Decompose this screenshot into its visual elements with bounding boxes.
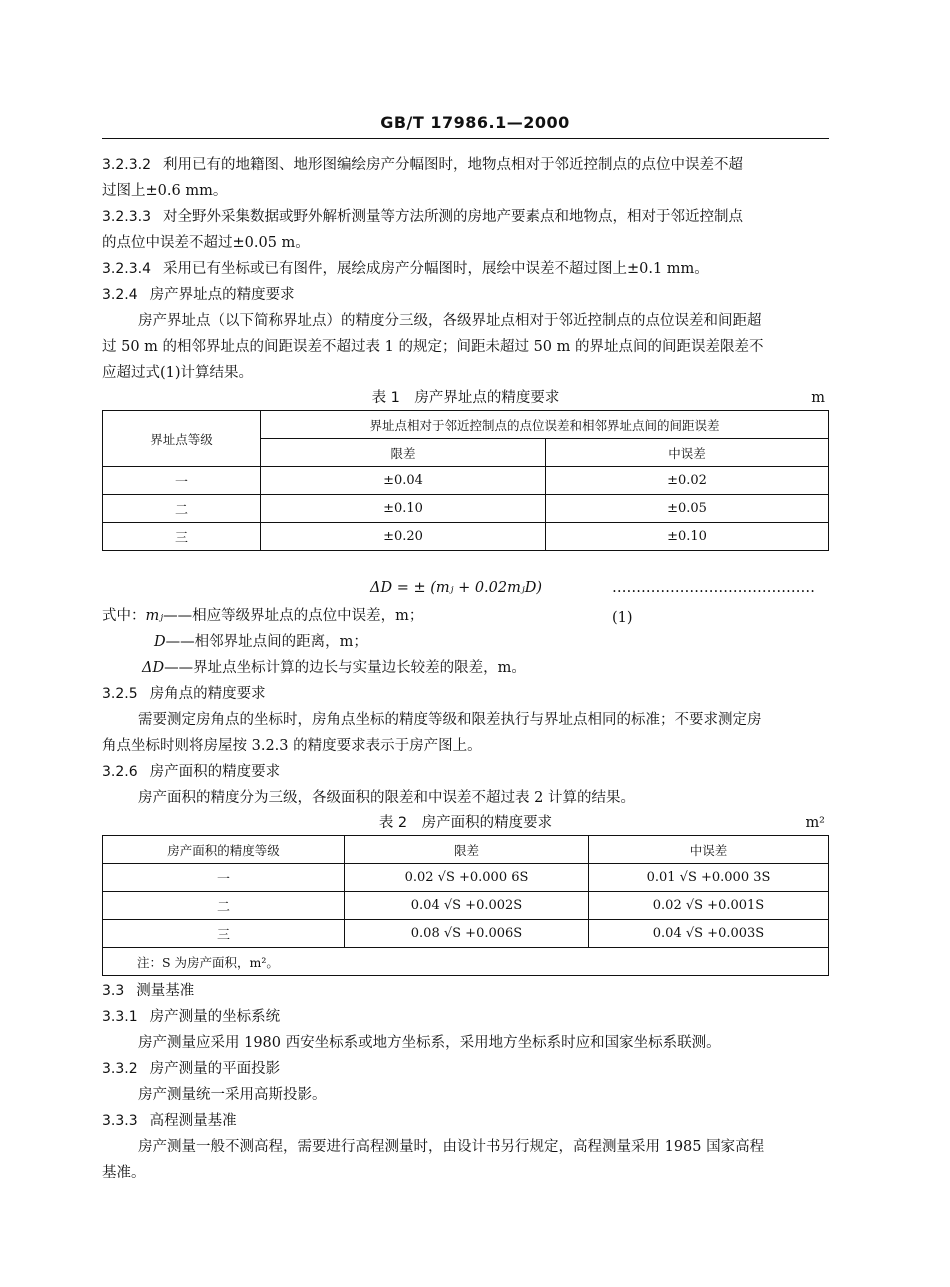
table-row	[103, 892, 829, 920]
clause-3-3-heading	[102, 978, 829, 1004]
clause-number: 3.3.2	[102, 1061, 138, 1077]
paragraph-line: 需要测定房角点的坐标时，房角点坐标的精度等级和限差执行与界址点相同的标准；不要求测定房	[138, 712, 762, 728]
table1-header-limit: 限差	[261, 439, 546, 467]
table1-cell-mse: ±0.10	[546, 523, 829, 551]
formula-def	[102, 655, 829, 681]
clause-title: 房产面积的精度要求	[149, 764, 281, 780]
table-row	[103, 864, 829, 892]
clause-number: 3.2.3.3	[102, 209, 151, 225]
where-label: 式中：	[102, 608, 146, 624]
formula-number: ……………………………………(1)	[612, 580, 815, 626]
table2-caption	[102, 811, 829, 835]
clause-number: 3.3.1	[102, 1009, 138, 1025]
clause-3-2-5-heading	[102, 681, 829, 707]
table-row	[103, 920, 829, 948]
standard-header: GB/T 17986.1—2000	[380, 113, 570, 132]
clause-number: 3.3	[102, 983, 125, 999]
document-body	[102, 152, 829, 1186]
clause-3-3-2-heading	[102, 1056, 829, 1082]
clause-3-2-4-heading	[102, 282, 829, 308]
table2-cell-mse: 0.02 √S +0.001S	[589, 892, 829, 920]
clause-3-3-1-heading	[102, 1004, 829, 1030]
table1-cell-limit: ±0.20	[261, 523, 546, 551]
def-symbol: D	[154, 634, 166, 650]
table1-cell-mse: ±0.02	[546, 467, 829, 495]
clause-text-cont: 过图上±0.6 mm。	[102, 183, 228, 199]
clause-title: 测量基准	[136, 983, 195, 999]
table1-cell-mse: ±0.05	[546, 495, 829, 523]
table1-cell-grade: 二	[103, 495, 261, 523]
table-row	[103, 523, 829, 551]
clause-3-2-6-heading	[102, 759, 829, 785]
table2-cell-grade: 二	[103, 892, 345, 920]
table1-cell-grade: 一	[103, 467, 261, 495]
clause-title: 房产界址点的精度要求	[149, 287, 295, 303]
clause-title: 房产测量的坐标系统	[149, 1009, 281, 1025]
header-rule	[102, 138, 829, 139]
clause-text: 利用已有的地籍图、地形图编绘房产分幅图时，地物点相对于邻近控制点的点位中误差不超	[162, 157, 743, 173]
clause-3-2-3-2	[102, 152, 829, 178]
clause-title: 房产测量的平面投影	[149, 1061, 281, 1077]
clause-number: 3.2.6	[102, 764, 138, 780]
clause-text: 采用已有坐标或已有图件，展绘成房产分幅图时，展绘中误差不超过图上±0.1 mm。	[162, 261, 709, 277]
clause-text: 对全野外采集数据或野外解析测量等方法所测的房地产要素点和地物点，相对于邻近控制点	[162, 209, 743, 225]
paragraph-line: 房产测量统一采用高斯投影。	[138, 1087, 327, 1103]
table2-header-limit: 限差	[345, 836, 589, 864]
clause-3-3-3-heading	[102, 1108, 829, 1134]
formula-expression: ΔD = ± (mⱼ + 0.02mⱼD)	[370, 580, 542, 596]
table2-header-grade: 房产面积的精度等级	[103, 836, 345, 864]
def-text: ——相邻界址点间的距离，m；	[165, 634, 368, 650]
clause-number: 3.3.3	[102, 1113, 138, 1129]
table2-note: 注：S 为房产面积，m²。	[103, 948, 829, 976]
clause-title: 房角点的精度要求	[149, 686, 266, 702]
clause-number: 3.2.5	[102, 686, 138, 702]
table2-header-mse: 中误差	[589, 836, 829, 864]
table2-cell-grade: 一	[103, 864, 345, 892]
table2-cell-mse: 0.01 √S +0.000 3S	[589, 864, 829, 892]
paragraph-line: 房产界址点（以下简称界址点）的精度分三级，各级界址点相对于邻近控制点的点位误差和间距超	[138, 313, 762, 329]
paragraph-line: 过 50 m 的相邻界址点的间距误差不超过表 1 的规定；间距未超过 50 m 的界址点间的间距误差限差不	[102, 339, 764, 355]
table1-header-mse: 中误差	[546, 439, 829, 467]
table1-cell-grade: 三	[103, 523, 261, 551]
paragraph-line: 应超过式(1)计算结果。	[102, 365, 254, 381]
table2-cell-limit: 0.02 √S +0.000 6S	[345, 864, 589, 892]
def-text: ——相应等级界址点的点位中误差，m；	[163, 608, 424, 624]
paragraph-line: 基准。	[102, 1165, 146, 1181]
paragraph-line: 房产面积的精度分为三级，各级面积的限差和中误差不超过表 2 计算的结果。	[138, 790, 635, 806]
table1-unit: m	[811, 390, 825, 406]
paragraph-line: 角点坐标时则将房屋按 3.2.3 的精度要求表示于房产图上。	[102, 738, 482, 754]
clause-number: 3.2.3.4	[102, 261, 151, 277]
clause-number: 3.2.3.2	[102, 157, 151, 173]
table2-cell-limit: 0.08 √S +0.006S	[345, 920, 589, 948]
table1-caption	[102, 386, 829, 410]
clause-3-2-3-4	[102, 256, 829, 282]
table2	[102, 835, 829, 976]
table1-cell-limit: ±0.04	[261, 467, 546, 495]
table1-title: 表 1 房产界址点的精度要求	[371, 390, 560, 406]
table1-cell-limit: ±0.10	[261, 495, 546, 523]
clause-text-cont: 的点位中误差不超过±0.05 m。	[102, 235, 310, 251]
paragraph-line: 房产测量一般不测高程，需要进行高程测量时，由设计书另行规定，高程测量采用 1985 国家高程	[138, 1139, 765, 1155]
table1-header-grade: 界址点等级	[103, 411, 261, 467]
table2-title: 表 2 房产面积的精度要求	[378, 815, 553, 831]
table2-unit: m²	[805, 815, 825, 831]
table2-cell-mse: 0.04 √S +0.003S	[589, 920, 829, 948]
clause-3-2-3-3	[102, 204, 829, 230]
clause-number: 3.2.4	[102, 287, 138, 303]
table-row	[103, 495, 829, 523]
clause-title: 高程测量基准	[149, 1113, 237, 1129]
table2-cell-grade: 三	[103, 920, 345, 948]
table1-header-group: 界址点相对于邻近控制点的点位误差和相邻界址点间的间距误差	[261, 411, 829, 439]
def-text: ——界址点坐标计算的边长与实量边长较差的限差，m。	[164, 660, 526, 676]
def-symbol: ΔD	[142, 660, 165, 676]
table1	[102, 410, 829, 551]
table-row	[103, 467, 829, 495]
paragraph-line: 房产测量应采用 1980 西安坐标系或地方坐标系，采用地方坐标系时应和国家坐标系联测。	[138, 1035, 721, 1051]
def-symbol: mⱼ	[145, 608, 164, 624]
table2-cell-limit: 0.04 √S +0.002S	[345, 892, 589, 920]
